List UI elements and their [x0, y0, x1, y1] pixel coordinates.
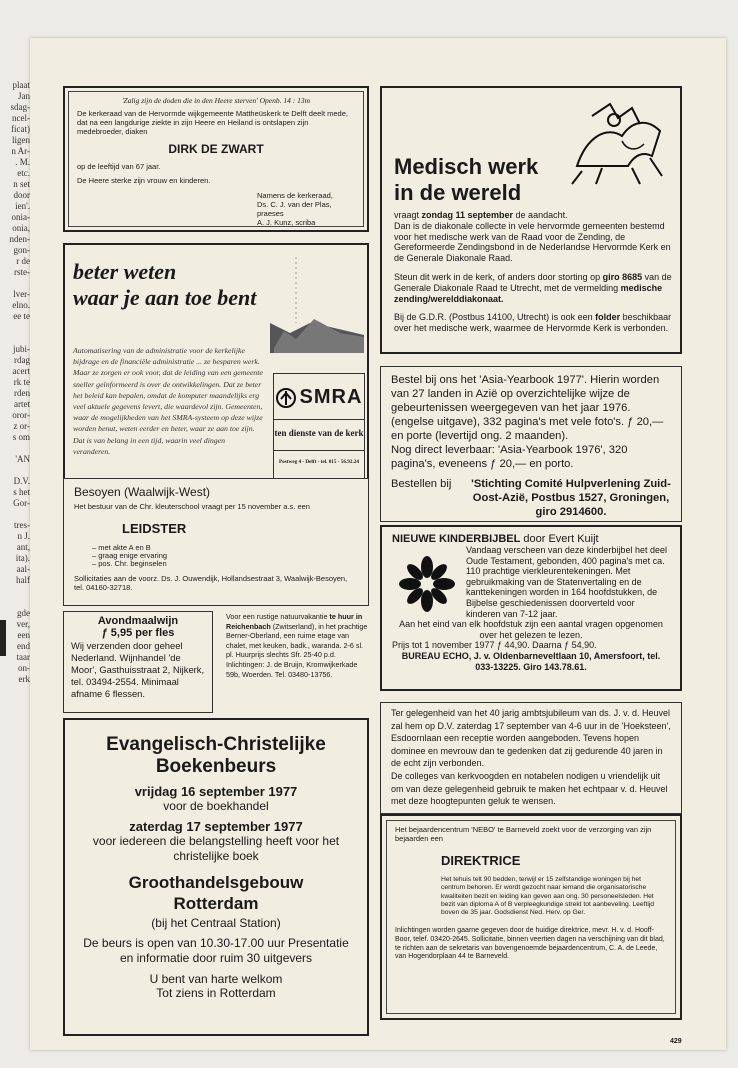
edge-text-line: ficat): [11, 124, 30, 134]
edge-text-line: ien'.: [15, 201, 30, 211]
medisch-p1-rest: Dan is de diakonale collecte in vele hervormde gemeenten bestemd voor het medische werk van de Raad voor de Zending, de Gereformeerde Zendingsbond in de Nederlandse Hervormde Kerk en de Generale Diakonale Raad.: [394, 220, 671, 264]
age-text: op de leeftijd van 67 jaar.: [77, 162, 161, 171]
boekenbeurs-title: Evangelisch-Christelijke: [106, 734, 326, 755]
edge-text-line: tres-: [14, 520, 30, 530]
edge-text-line: jubi-: [13, 344, 30, 354]
edge-text-line: rdag: [14, 355, 30, 365]
venue: Groothandelsgebouw: [128, 873, 304, 892]
boekenbeurs-ad: [63, 718, 369, 1036]
edge-text-line: [0, 322, 30, 333]
edge-text-line: nden-: [9, 234, 30, 244]
venue-sub: (bij het Centraal Station): [151, 916, 281, 930]
nebo-contact: Inlichtingen worden gaarne gegeven door de huidige direktrice, mevr. H. v. d. Hooff-Boor, telef. 03420-2645. Sollicitatie, binnen veertien dagen na verschijning van dit blad, te richten aan de sekretaris van bovengenoemde bejaardencentrum, C. A. de Leede, van Hogendorplaan 44 te Barneveld.: [395, 927, 665, 961]
kinderbijbel-ad: [380, 525, 682, 691]
jubileum-text: Ter gelegenheid van het 40 jarig ambtsjubileum van ds. J. v. d. Heuvel zal hem op D.V. zaterdag 17 september van 4-6 uur in de 'Hoeksteen', Esdoornlaan een receptie worden aangeboden. Tevens hopen dominee en mevrouw dan te gedenken dat zij gedurende 40 jaren in de echt zijn verbonden.: [391, 708, 671, 769]
medisch-werk-ad: [380, 86, 682, 354]
edge-text-line: oror-: [12, 410, 30, 420]
signature-line: Ds. C. J. van der Plas, praeses: [257, 200, 332, 218]
deceased-name: DIRK DE ZWART: [168, 142, 264, 156]
besoyen-title: Besoyen (Waalwijk-West): [74, 485, 211, 499]
smra-logo-icon: [276, 388, 296, 408]
edge-text-line: gon-: [13, 245, 30, 255]
edge-text-line: ant,: [16, 542, 30, 552]
asia-text: Bestel bij ons het 'Asia-Yearbook 1977'. Hierin worden van 27 landen in Azië op overzichtelijke wijze de gebeurtenissen weergegeven van het jaar 1976. (engelse uitgave), 332 pagina's met vele foto's. ƒ 20,— en porte (levertijd ong. 2 maanden).: [391, 374, 664, 442]
asia-text: Nog direct leverbaar: 'Asia-Yearbook 1976', 320 pagina's, eveneens ƒ 20,— en porto.: [391, 444, 628, 470]
smra-tagline: ten dienste van de kerk: [274, 428, 364, 438]
edge-text-line: taar: [16, 652, 30, 662]
edge-text-line: [0, 443, 30, 454]
edge-text-line: [0, 333, 30, 344]
edge-text-line: [0, 597, 30, 608]
edge-text-line: end: [17, 641, 30, 651]
rider-emblem-icon: [562, 96, 672, 188]
chalet-bold: te huur in Reichenbach: [226, 612, 363, 631]
welcome-text: U bent van harte welkom: [149, 972, 283, 986]
edge-text-line: sdag-: [10, 102, 30, 112]
edge-text-line: ligen: [12, 135, 30, 145]
see-you-text: Tot ziens in Rotterdam: [156, 986, 276, 1000]
jubileum-text: De colleges van kerkvoogden en notabelen nodigen u vriendelijk uit om van deze gelegenheid gebruik te maken het echtpaar v. d. Heuvel met deze hoogtepunten geluk te wensen.: [391, 770, 668, 807]
newspaper-page: [30, 38, 726, 1050]
edge-text-line: [0, 509, 30, 520]
edge-text-line: door: [13, 190, 30, 200]
edge-text-line: rk te: [13, 377, 30, 387]
edge-text-line: etc.: [17, 168, 30, 178]
smra-headline: beter weten: [73, 259, 177, 284]
venue: Rotterdam: [173, 894, 259, 913]
kinderbijbel-questions: Aan het eind van elk hoofdstuk zijn een aantal vragen opgenomen over het gelezen te lezen.: [399, 619, 663, 640]
edge-text-line: elno.: [12, 300, 30, 310]
edge-text-line: gde: [17, 608, 30, 618]
smra-body: Automatisering van de administratie voor de kerkelijke bijdrage en de financiële administratie ... ze besparen werk. Maar ze zorgen er ook voor, dat de leiding van een gemeente sneller geïnformeerd is over de ontwikkelingen. Dat ze beter het beleid kan bepalen, omdat de komputer maandelijks erg veel aktuele gegevens levert, die waardevol zijn. Gemeenten, waar de mogelijkheden van het SMRA-systeem op deze wijze worden benut, weten eerder en beter, waar ze aan toe zijn. Dat is van belang in een tijd, waarin veel dingen veranderen.: [73, 346, 263, 456]
edge-text-line: een: [17, 630, 30, 640]
edge-text-line: Jan: [18, 91, 30, 101]
edge-text-line: [0, 278, 30, 289]
edge-text-line: ncel-: [12, 113, 30, 123]
nebo-role: DIREKTRICE: [441, 853, 521, 868]
requirement: – pos. Chr. beginselen: [92, 559, 167, 568]
edge-text-line: lver-: [13, 289, 30, 299]
edge-text-line: s het: [13, 487, 30, 497]
page-number: 429: [670, 1038, 682, 1045]
kinderbijbel-price: Prijs tot 1 november 1977 ƒ 44,90. Daarna ƒ 54,90.: [392, 640, 597, 651]
signature-line: A. J. Kunz, scriba: [257, 218, 316, 227]
edge-text-line: ee te: [13, 311, 30, 321]
edge-text-line: n Ar-: [11, 146, 30, 156]
nebo-details: Het tehuis telt 90 bedden, terwijl er 15 zelfstandige woningen bij het centrum behoren. Er wordt gezocht naar iemand die organisatorische kwaliteiten bezit en leiding kan geven aan ong. 30 personeelsleden. Het bezit van diploma A of B verpleegkundige strekt tot aanbeveling. Leeftijd boven de 35 jaar. Godsdienst Ned. Herv. op Ger.: [441, 876, 655, 917]
kinderbijbel-publisher: BUREAU ECHO, J. v. Oldenbarneveltlaan 10, Amersfoort, tel. 033-13225. Giro 143.78.61.: [401, 650, 661, 672]
mourning-intro: De kerkeraad van de Hervormde wijkgemeente Mattheüskerk te Delft deelt mede, dat na een langdurige ziekte in zijn Heere en Heiland is ontslapen zijn medebroeder, diaken: [77, 109, 348, 136]
jubileum-ad: [380, 702, 682, 814]
edge-text-line: rden: [14, 388, 30, 398]
edge-text-line: erk: [18, 674, 30, 684]
boekenbeurs-day-sub: voor de boekhandel: [163, 799, 269, 813]
left-page-edge-text: [0, 80, 30, 684]
edge-text-line: z or-: [13, 421, 30, 431]
chalet-ad: [226, 612, 369, 679]
edge-text-line: n J.: [17, 531, 30, 541]
edge-text-line: 'AN: [15, 454, 30, 464]
edge-text-line: . M.: [15, 157, 30, 167]
medisch-p1: vraagt zondag 11 september de aandacht.: [394, 210, 568, 220]
edge-text-line: n set: [13, 179, 30, 189]
boekenbeurs-day: zaterdag 17 september 1977: [129, 819, 303, 834]
verse: 'Zalig zijn de doden die in den Heere sterven' Openb. 14 : 13m: [121, 96, 311, 105]
besoyen-ad: [63, 478, 369, 606]
kinderbijbel-title: NIEUWE KINDERBIJBEL door Evert Kuijt: [392, 533, 599, 545]
boekenbeurs-title: Boekenbeurs: [155, 756, 277, 777]
nebo-intro: Het bejaardencentrum 'NEBO' te Barneveld zoekt voor de verzorging van zijn bejaarden een: [395, 825, 652, 843]
boekenbeurs-day: vrijdag 16 september 1977: [134, 784, 298, 799]
page-edge-mark: [0, 620, 6, 656]
smra-logo-text: SMRA: [299, 386, 363, 408]
besoyen-intro: Het bestuur van de Chr. kleuterschool vraagt per 15 november a.s. een: [74, 502, 310, 511]
smra-headline: waar je aan toe bent: [73, 285, 257, 310]
medisch-title: Medisch werk: [394, 154, 539, 179]
smra-address: Postweg 4 - Delft - tel. 015 - 56.92.24: [279, 459, 359, 465]
chalet-post: (Zwitserland), in het prachtige Berner-Oberland, een ruime etage van chalet, met keuken, badk., waranda. 2-6 sl. pl. Huurprijs slechts Sfr. 25-40 p.d. Inlichtingen: J. de Bruijn, Kromwijkerkade 59b, Woerden. Tel. 03480-13756.: [226, 621, 368, 679]
edge-text-line: aal-: [16, 564, 30, 574]
edge-text-line: s om: [12, 432, 30, 442]
order-label: Bestellen bij: [391, 478, 452, 490]
boekenbeurs-day-sub: voor iedereen die belangstelling heeft voor het christelijke boek: [92, 834, 340, 863]
kinderbijbel-intro: Vandaag verscheen van deze kinderbijbel het deel Oude Testament, gebonden, 400 pagina's met ca. 110 prachtige vierkleurentekeningen. Met gebruikmaking van de Statenvertaling en de kanttekeningen worden in 164 hoofdstukken, de Bijbelse geschiedenissen doorverteld voor kinderen van 7-12 jaar.: [466, 545, 667, 619]
chalet-pre: Voor een rustige natuurvakantie: [226, 612, 330, 621]
wine-body: Wij verzenden door geheel Nederland. Wijnhandel 'de Moor', Gasthuisstraat 2, Nijkerk, tel. 03494-2554. Minimaal afname 6 flessen.: [71, 640, 205, 699]
widow-text: De Heere sterke zijn vrouw en kinderen.: [77, 176, 211, 185]
edge-text-line: r de: [16, 256, 30, 266]
requirement: – met akte A en B: [92, 543, 151, 552]
edge-text-line: Gor-: [13, 498, 30, 508]
edge-text-line: ita).: [15, 553, 30, 563]
edge-text-line: onia-: [11, 212, 30, 222]
edge-text-line: onia,: [12, 223, 30, 233]
requirement: – graag enige ervaring: [92, 551, 168, 560]
edge-text-line: half: [16, 575, 30, 585]
edge-text-line: [0, 465, 30, 476]
edge-text-line: [0, 586, 30, 597]
medisch-p2: Steun dit werk in de kerk, of anders door storting op giro 8685 van de Generale Diakonale Raad te Utrecht, met de vermelding medische zending/werelddiakonaat.: [394, 271, 672, 304]
edge-text-line: on-: [18, 663, 30, 673]
signature-line: Namens de kerkeraad,: [257, 191, 333, 200]
edge-text-line: artet: [14, 399, 30, 409]
mourning-notice: [63, 86, 369, 232]
order-organisation: 'Stichting Comité Hulpverlening Zuid-Oost-Azië, Postbus 1527, Groningen, giro 2914600.: [471, 478, 671, 518]
edge-text-line: rste-: [14, 267, 30, 277]
edge-text-line: plaat: [12, 80, 30, 90]
besoyen-apply: Sollicitaties aan de voorz. Ds. J. Ouwendijk, Hollandsestraat 3, Waalwijk-Besoyen, tel. 04160-32718.: [74, 574, 348, 592]
star-flower-icon: [398, 555, 456, 613]
smra-ad: [63, 243, 369, 505]
asia-yearbook-ad: [380, 366, 682, 522]
medisch-p3: Bij de G.D.R. (Postbus 14100, Utrecht) is ook een folder beschikbaar over het medische werk, waarmee de Hervormde Kerk is verbonden.: [394, 312, 672, 334]
besoyen-role: LEIDSTER: [122, 521, 187, 536]
wine-price: ƒ 5,95 per fles: [101, 627, 175, 639]
smra-logo: [274, 386, 364, 409]
nebo-ad: [380, 814, 682, 1020]
wine-title: Avondmaalwijn: [97, 615, 179, 627]
mountain-graphic-icon: [270, 253, 364, 353]
edge-text-line: D.V.: [13, 476, 30, 486]
wine-ad: [63, 611, 213, 713]
opening-hours: De beurs is open van 10.30-17.00 uur Presentatie en informatie door ruim 30 uitgevers: [83, 936, 349, 965]
edge-text-line: ver,: [16, 619, 30, 629]
medisch-title: in de wereld: [394, 180, 522, 205]
edge-text-line: acert: [12, 366, 30, 376]
